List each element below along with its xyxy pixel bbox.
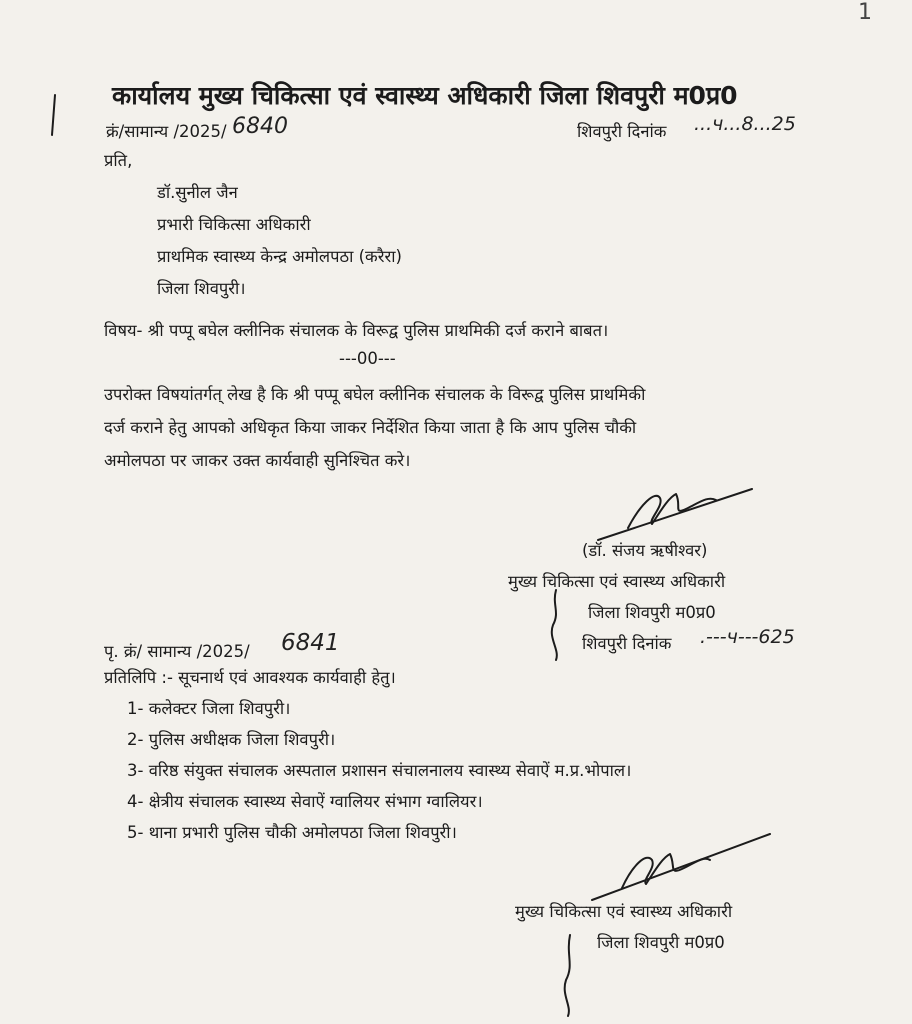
addressee-district: जिला शिवपुरी।	[157, 279, 246, 298]
signatory-district: जिला शिवपुरी म0प्र0	[588, 603, 716, 622]
margin-mark	[52, 95, 55, 135]
signatory-date-handwritten: .---ч---625	[700, 626, 795, 648]
copy-reference-label: पृ. क्रं/ सामान्य /2025/	[104, 642, 250, 661]
copy-reference-number-handwritten: 6841	[281, 630, 340, 656]
signature-2-scrawl	[622, 854, 710, 888]
signature-1-tail	[552, 590, 557, 660]
addressee-center: प्राथमिक स्वास्थ्य केन्द्र अमोलपठा (करैरा)	[157, 247, 402, 266]
signature-1-stroke	[598, 489, 752, 540]
separator: ---00---	[339, 349, 396, 368]
body-line: दर्ज कराने हेतु आपको अधिकृत किया जाकर निर्देशित किया जाता है कि आप पुलिस चौकी	[104, 418, 637, 437]
body-line: उपरोक्त विषयांतर्गत् लेख है कि श्री पप्पू बघेल क्लीनिक संचालक के विरूद्व पुलिस प्राथमिकी	[104, 385, 646, 404]
reference-number-handwritten: 6840	[232, 114, 288, 139]
copy-list-item: 4- क्षेत्रीय संचालक स्वास्थ्य सेवाऐं ग्वालियर संभाग ग्वालियर।	[127, 792, 483, 811]
copy-list-item: 3- वरिष्ठ संयुक्त संचालक अस्पताल प्रशासन संचालनालय स्वास्थ्य सेवाऐं म.प्र.भोपाल।	[127, 761, 632, 780]
copy-list-item: 1- कलेक्टर जिला शिवपुरी।	[127, 699, 291, 718]
addressee-name: डॉ.सुनील जैन	[157, 183, 238, 202]
signatory-designation: मुख्य चिकित्सा एवं स्वास्थ्य अधिकारी	[508, 572, 726, 591]
to-label: प्रति,	[104, 151, 133, 170]
body-line: अमोलपठा पर जाकर उक्त कार्यवाही सुनिश्चित करे।	[104, 451, 411, 470]
reference-label: क्रं/सामान्य /2025/	[106, 122, 227, 141]
place-date-label: शिवपुरी दिनांक	[577, 122, 667, 141]
signatory-place-date-label: शिवपुरी दिनांक	[582, 634, 672, 653]
signature-2-stroke	[592, 834, 770, 900]
office-title: कार्यालय मुख्य चिकित्सा एवं स्वास्थ्य अधिकारी जिला शिवपुरी म0प्र0	[112, 81, 738, 110]
date-handwritten: ...ч...8...25	[694, 113, 796, 135]
copy-list-item: 5- थाना प्रभारी पुलिस चौकी अमोलपठा जिला शिवपुरी।	[127, 823, 457, 842]
subject-line: विषय- श्री पप्पू बघेल क्लीनिक संचालक के विरूद्व पुलिस प्राथमिकी दर्ज कराने बाबत।	[104, 321, 609, 340]
signatory-2-designation: मुख्य चिकित्सा एवं स्वास्थ्य अधिकारी	[515, 902, 733, 921]
copy-intro: प्रतिलिपि :- सूचनार्थ एवं आवश्यक कार्यवाही हेतु।	[104, 668, 396, 687]
signatory-2-district: जिला शिवपुरी म0प्र0	[597, 933, 725, 952]
copy-list-item: 2- पुलिस अधीक्षक जिला शिवपुरी।	[127, 730, 336, 749]
signatory-name: (डॉ. संजय ऋषीश्वर)	[582, 541, 708, 560]
signature-2-tail	[565, 935, 570, 1016]
signature-1-scrawl	[628, 494, 716, 528]
page-number-mark: 1	[858, 0, 872, 25]
addressee-designation: प्रभारी चिकित्सा अधिकारी	[157, 215, 311, 234]
